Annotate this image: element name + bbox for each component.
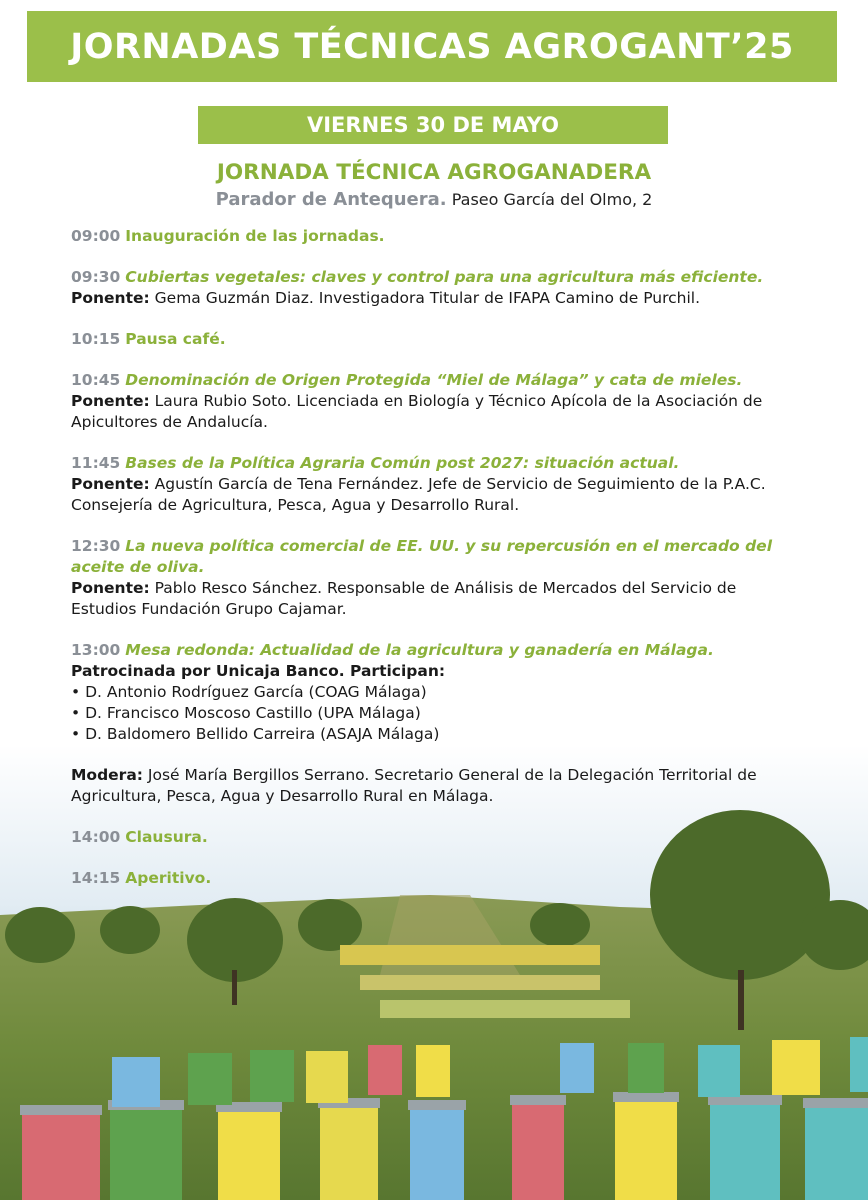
program-item [71,453,801,516]
item-time: 14:15 [71,869,121,887]
venue [0,189,868,210]
item-title: Denominación de Origen Protegida “Miel de Málaga” y cata de mieles. [125,371,743,389]
participant: • D. Antonio Rodríguez García (COAG Málaga) [71,683,427,701]
event-date: VIERNES 30 DE MAYO [306,113,559,137]
venue-name: Parador de Antequera. [215,189,447,210]
participant: • D. Baldomero Bellido Carreira (ASAJA Málaga) [71,725,440,743]
speaker-label: Ponente: [71,289,150,307]
program-item [71,226,801,247]
item-time: 10:45 [71,371,121,389]
program-item [71,536,801,620]
header-title-bar [27,11,837,82]
speaker: Laura Rubio Soto. Licenciada en Biología y Técnico Apícola de la Asociación de Apicultores de Andalucía. [71,392,763,431]
program-item [71,329,801,350]
venue-address: Paseo García del Olmo, 2 [451,190,653,209]
program-list [71,226,801,909]
item-time: 12:30 [71,537,121,555]
item-time: 13:00 [71,641,121,659]
program-item [71,267,801,309]
item-time: 11:45 [71,454,121,472]
item-time: 14:00 [71,828,121,846]
item-title: Cubiertas vegetales: claves y control para una agricultura más eficiente. [125,268,764,286]
program-item [71,370,801,433]
item-time: 10:15 [71,330,121,348]
moderator-label: Modera: [71,766,143,784]
speaker: Agustín García de Tena Fernández. Jefe de Servicio de Seguimiento de la P.A.C. Consejería de Agricultura, Pesca, Agua y Desarrollo Rural. [71,475,766,514]
item-title: Pausa café. [125,330,226,348]
page-title: JORNADAS TÉCNICAS AGROGANT’25 [70,26,794,67]
sponsor-line: Patrocinada por Unicaja Banco. Participan: [71,662,446,680]
item-title: Inauguración de las jornadas. [125,227,385,245]
speaker: Gema Guzmán Diaz. Investigadora Titular de IFAPA Camino de Purchil. [154,289,701,307]
speaker-label: Ponente: [71,579,150,597]
speaker: Pablo Resco Sánchez. Responsable de Análisis de Mercados del Servicio de Estudios Fundación Grupo Cajamar. [71,579,737,618]
program-item [71,827,801,848]
date-bar [198,106,668,144]
item-title: Clausura. [125,828,208,846]
item-title: Mesa redonda: Actualidad de la agricultura y ganadería en Málaga. [125,641,714,659]
event-title: JORNADA TÉCNICA AGROGANADERA [216,160,652,185]
speaker-label: Ponente: [71,392,150,410]
moderator: José María Bergillos Serrano. Secretario General de la Delegación Territorial de Agricultura, Pesca, Agua y Desarrollo Rural en Málaga. [71,766,757,805]
program-item [71,640,801,807]
item-title: La nueva política comercial de EE. UU. y su repercusión en el mercado del aceite de oliva. [71,537,773,576]
item-time: 09:30 [71,268,121,286]
item-title: Aperitivo. [125,869,212,887]
item-time: 09:00 [71,227,121,245]
speaker-label: Ponente: [71,475,150,493]
item-title: Bases de la Política Agraria Común post 2027: situación actual. [125,454,680,472]
program-item [71,868,801,889]
participant: • D. Francisco Moscoso Castillo (UPA Málaga) [71,704,421,722]
